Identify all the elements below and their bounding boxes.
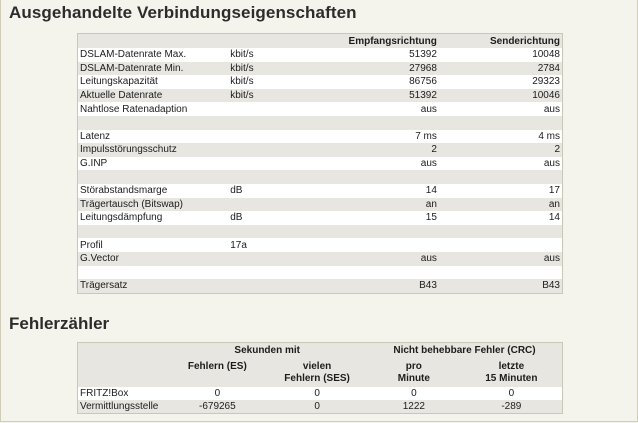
table-row bbox=[78, 143, 563, 157]
cell-ses: 0 bbox=[267, 387, 367, 400]
header-ses bbox=[267, 359, 367, 387]
cell-upstream: 4 ms bbox=[439, 130, 563, 144]
cell-upstream: 17 bbox=[439, 184, 563, 198]
row-unit: kbit/s bbox=[228, 48, 299, 62]
header-pm-line1: pro bbox=[405, 361, 422, 372]
sub-header-row bbox=[78, 359, 563, 387]
cell-upstream: 10046 bbox=[439, 89, 563, 103]
row-label: Trägersatz bbox=[78, 279, 229, 293]
cell-upstream bbox=[439, 266, 563, 280]
row-label: Leitungskapazität bbox=[78, 75, 229, 89]
table-row bbox=[78, 198, 563, 212]
row-unit bbox=[228, 198, 299, 212]
row-unit: kbit/s bbox=[228, 75, 299, 89]
cell-downstream: B43 bbox=[299, 279, 439, 293]
row-unit: kbit/s bbox=[228, 89, 299, 103]
header-es-text: Fehlern (ES) bbox=[187, 361, 247, 372]
cell-upstream: B43 bbox=[439, 279, 563, 293]
row-unit bbox=[228, 266, 299, 280]
row-label: G.Vector bbox=[78, 252, 229, 266]
cell-downstream bbox=[299, 116, 439, 130]
row-unit bbox=[228, 157, 299, 171]
row-label: Profil bbox=[78, 238, 229, 252]
header-downstream: Empfangsrichtung bbox=[299, 34, 439, 49]
row-unit bbox=[228, 252, 299, 266]
header-es bbox=[167, 359, 267, 387]
cell-per-minute: 1222 bbox=[367, 400, 461, 414]
cell-downstream bbox=[299, 238, 439, 252]
cell-downstream bbox=[299, 266, 439, 280]
section-title-connection: Ausgehandelte Verbindungseigenschaften bbox=[9, 3, 357, 22]
header-l15-line1: letzte bbox=[498, 361, 525, 372]
cell-downstream: 7 ms bbox=[299, 130, 439, 144]
row-label bbox=[78, 116, 229, 130]
cell-downstream: 51392 bbox=[299, 48, 439, 62]
cell-es: -679265 bbox=[167, 400, 267, 414]
row-unit: 17a bbox=[228, 238, 299, 252]
row-label: Leitungsdämpfung bbox=[78, 211, 229, 225]
row-unit bbox=[228, 130, 299, 144]
cell-upstream: aus bbox=[439, 102, 563, 116]
cell-per-minute: 0 bbox=[367, 387, 461, 400]
header-label bbox=[78, 34, 229, 49]
row-unit bbox=[228, 170, 299, 184]
table-row bbox=[78, 48, 563, 62]
header-upstream: Senderichtung bbox=[439, 34, 563, 49]
cell-upstream: 29323 bbox=[439, 75, 563, 89]
cell-downstream: aus bbox=[299, 252, 439, 266]
table-row bbox=[78, 400, 563, 414]
table-row bbox=[78, 387, 563, 400]
cell-upstream bbox=[439, 170, 563, 184]
table-row bbox=[78, 279, 563, 293]
row-unit bbox=[228, 143, 299, 157]
header-empty-2 bbox=[78, 359, 168, 387]
error-counter-table bbox=[77, 342, 563, 414]
header-last-15 bbox=[461, 359, 563, 387]
table-row bbox=[78, 170, 563, 184]
cell-downstream bbox=[299, 225, 439, 239]
header-crc: Nicht behebbare Fehler (CRC) bbox=[367, 343, 563, 360]
cell-downstream bbox=[299, 170, 439, 184]
cell-upstream: 14 bbox=[439, 211, 563, 225]
row-label: Trägertausch (Bitswap) bbox=[78, 198, 229, 212]
table-header-row bbox=[78, 34, 563, 49]
cell-upstream bbox=[439, 116, 563, 130]
header-per-minute bbox=[367, 359, 461, 387]
cell-downstream: an bbox=[299, 198, 439, 212]
row-unit: dB bbox=[228, 184, 299, 198]
row-label: Vermittlungsstelle bbox=[78, 400, 168, 414]
header-seconds-with: Sekunden mit bbox=[167, 343, 367, 360]
cell-es: 0 bbox=[167, 387, 267, 400]
table-row bbox=[78, 102, 563, 116]
cell-upstream: aus bbox=[439, 157, 563, 171]
table-row bbox=[78, 75, 563, 89]
cell-downstream: 2 bbox=[299, 143, 439, 157]
table-row bbox=[78, 211, 563, 225]
row-label bbox=[78, 170, 229, 184]
section-title-errors: Fehlerzähler bbox=[9, 314, 110, 333]
header-ses-line1: vielen bbox=[302, 361, 332, 372]
row-label: Störabstandsmarge bbox=[78, 184, 229, 198]
row-unit bbox=[228, 225, 299, 239]
header-ses-line2: Fehlern (SES) bbox=[284, 373, 350, 384]
row-unit bbox=[228, 279, 299, 293]
cell-ses: 0 bbox=[267, 400, 367, 414]
cell-downstream: aus bbox=[299, 102, 439, 116]
row-label: G.INP bbox=[78, 157, 229, 171]
header-empty bbox=[78, 343, 168, 360]
row-label: FRITZ!Box bbox=[78, 387, 168, 400]
cell-upstream: 2 bbox=[439, 143, 563, 157]
table-row bbox=[78, 184, 563, 198]
cell-downstream: 51392 bbox=[299, 89, 439, 103]
table-row bbox=[78, 116, 563, 130]
cell-upstream: 10048 bbox=[439, 48, 563, 62]
table-row bbox=[78, 62, 563, 76]
table-row bbox=[78, 238, 563, 252]
header-pm-line2: Minute bbox=[397, 373, 430, 384]
cell-upstream: 2784 bbox=[439, 62, 563, 76]
row-label: Impulsstörungsschutz bbox=[78, 143, 229, 157]
row-label: DSLAM-Datenrate Min. bbox=[78, 62, 229, 76]
row-label bbox=[78, 225, 229, 239]
cell-downstream: 15 bbox=[299, 211, 439, 225]
cell-last-15: -289 bbox=[461, 400, 563, 414]
row-label: Nahtlose Ratenadaption bbox=[78, 102, 229, 116]
row-label bbox=[78, 266, 229, 280]
cell-downstream: 86756 bbox=[299, 75, 439, 89]
header-l15-line2: 15 Minuten bbox=[485, 373, 538, 384]
cell-last-15: 0 bbox=[461, 387, 563, 400]
table-row bbox=[78, 252, 563, 266]
cell-upstream: aus bbox=[439, 252, 563, 266]
table-row bbox=[78, 266, 563, 280]
group-header-row bbox=[78, 343, 563, 360]
cell-upstream bbox=[439, 238, 563, 252]
table-row bbox=[78, 157, 563, 171]
header-unit bbox=[228, 34, 299, 49]
table-row bbox=[78, 89, 563, 103]
row-unit: kbit/s bbox=[228, 62, 299, 76]
table-row bbox=[78, 225, 563, 239]
row-unit: dB bbox=[228, 211, 299, 225]
row-label: Latenz bbox=[78, 130, 229, 144]
cell-downstream: 14 bbox=[299, 184, 439, 198]
connection-properties-table bbox=[77, 33, 563, 294]
row-unit bbox=[228, 116, 299, 130]
row-unit bbox=[228, 102, 299, 116]
cell-upstream bbox=[439, 225, 563, 239]
row-label: DSLAM-Datenrate Max. bbox=[78, 48, 229, 62]
cell-downstream: aus bbox=[299, 157, 439, 171]
row-label: Aktuelle Datenrate bbox=[78, 89, 229, 103]
cell-upstream: an bbox=[439, 198, 563, 212]
table-row bbox=[78, 130, 563, 144]
cell-downstream: 27968 bbox=[299, 62, 439, 76]
